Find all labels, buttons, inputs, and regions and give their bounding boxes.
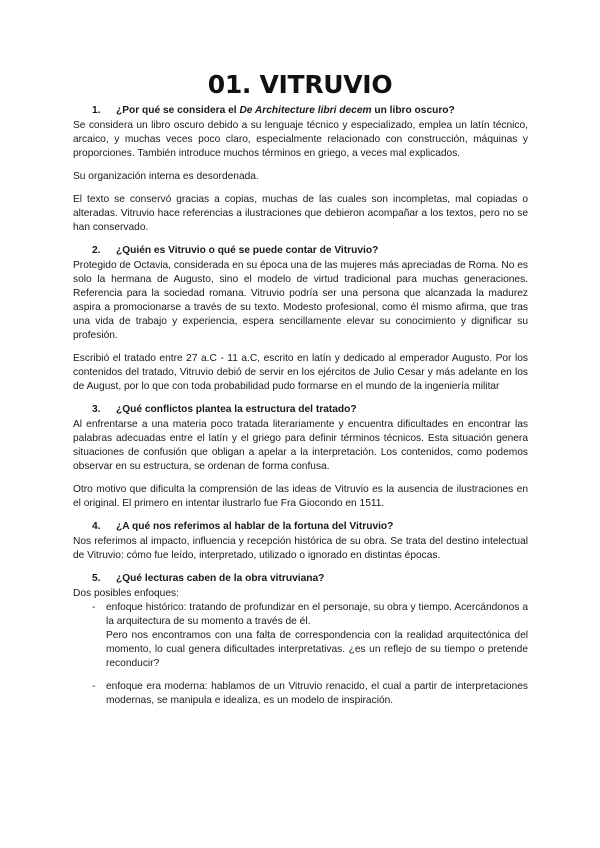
question-number: 1. — [92, 105, 101, 116]
answer-paragraph: Su organización interna es desordenada. — [73, 171, 259, 182]
question-heading — [92, 520, 528, 534]
question-number: 5. — [92, 573, 101, 584]
question-text: ¿Qué lecturas caben de la obra vitruviana? — [116, 573, 325, 584]
question-number: 3. — [92, 404, 101, 415]
book-title: De Architecture libri decem — [239, 105, 372, 116]
question-text: ¿Qué conflictos plantea la estructura del tratado? — [116, 404, 357, 415]
answer-paragraph: Otro motivo que dificulta la comprensión de las ideas de Vitruvio es la ausencia de ilustraciones en el original. El primero en intentar ilustrarlo fue Fra Giocondo en 1511. — [73, 484, 528, 509]
list-item — [73, 680, 528, 708]
approach-list — [73, 601, 528, 708]
question-text: ¿Quién es Vitruvio o qué se puede contar de Vitruvio? — [116, 245, 379, 256]
page-title: 01. VITRUVIO — [207, 70, 393, 99]
section-3 — [73, 403, 528, 511]
section-4 — [73, 520, 528, 563]
answer-paragraph: Nos referimos al impacto, influencia y recepción histórica de su obra. Se trata del destino intelectual de Vitruvio: cómo fue leído, interpretado, utilizado o ignorado en distintas épocas. — [73, 536, 528, 561]
dash-bullet: - — [92, 681, 96, 692]
question-heading — [92, 403, 528, 417]
question-number: 2. — [92, 245, 101, 256]
question-heading — [92, 572, 528, 586]
answer-intro: Dos posibles enfoques: — [73, 588, 179, 599]
section-2 — [73, 244, 528, 394]
answer-paragraph: Protegido de Octavia, considerada en su época una de las mujeres más apreciadas de Roma. No es solo la hermana de Augusto, sino el modelo de virtud tradicional para muchas generaciones. Referencia para la sociedad romana. Vitruvio podría ser una persona que alcanzada la madurez aspira a promocionarse a través de su texto. Modesto profesional, como él mismo afirma, que tras una vida de trabajo y experiencia, espera sencillamente elevar su conocimiento y dignificar su profesión. — [73, 260, 528, 341]
document-body — [73, 104, 528, 717]
question-heading — [92, 104, 528, 118]
question-heading — [92, 244, 528, 258]
question-text: ¿A qué nos referimos al hablar de la fortuna del Vitruvio? — [116, 521, 394, 532]
answer-paragraph: El texto se conservó gracias a copias, muchas de las cuales son incompletas, mal copiadas o alteradas. Vitruvio hace referencias a ilustraciones que debieron acompañar a los textos, pero no se han conservado. — [73, 194, 528, 233]
answer-paragraph: Se considera un libro oscuro debido a su lenguaje técnico y especializado, emplea un latín técnico, arcaico, y muchas veces poco claro, especialmente relacionado con construcción, máquinas y proporciones. También introduce muchos términos en griego, a veces mal explicados. — [73, 120, 528, 159]
section-1 — [73, 104, 528, 235]
list-item-text: enfoque era moderna: hablamos de un Vitruvio renacido, el cual a partir de interpretaciones modernas, se manipula e idealiza, es un modelo de inspiración. — [106, 681, 528, 706]
question-number: 4. — [92, 521, 101, 532]
section-5 — [73, 572, 528, 708]
dash-bullet: - — [92, 602, 96, 613]
question-text-part: ¿Por qué se considera el — [116, 105, 240, 116]
list-item-text: Pero nos encontramos con una falta de correspondencia con la realidad arquitectónica del momento, lo cual genera dificultades interpretativas. ¿es un reflejo de su tiempo o pretende reconducir? — [106, 630, 528, 669]
question-text-part: un libro oscuro? — [371, 105, 455, 116]
list-item-text: enfoque histórico: tratando de profundizar en el personaje, su obra y tiempo. Acercándonos a la arquitectura de su momento a través de él. — [106, 602, 528, 627]
answer-paragraph: Al enfrentarse a una materia poco tratada literariamente y encuentra dificultades en encontrar las palabras adecuadas entre el latín y el griego para definir términos técnicos. Esta situación genera situaciones de confusión que obligan a apelar a la interpretación. Los contenidos, como podemos observar en su estructura, se ordenan de forma confusa. — [73, 419, 528, 472]
answer-paragraph: Escribió el tratado entre 27 a.C - 11 a.C, escrito en latín y dedicado al emperador Augusto. Por los contenidos del tratado, Vitruvio debió de servir en los ejércitos de Julio Cesar y más adelante en los de August, por lo que con toda probabilidad pudo formarse en el mundo de la ingeniería militar — [73, 353, 528, 392]
list-item — [73, 601, 528, 671]
